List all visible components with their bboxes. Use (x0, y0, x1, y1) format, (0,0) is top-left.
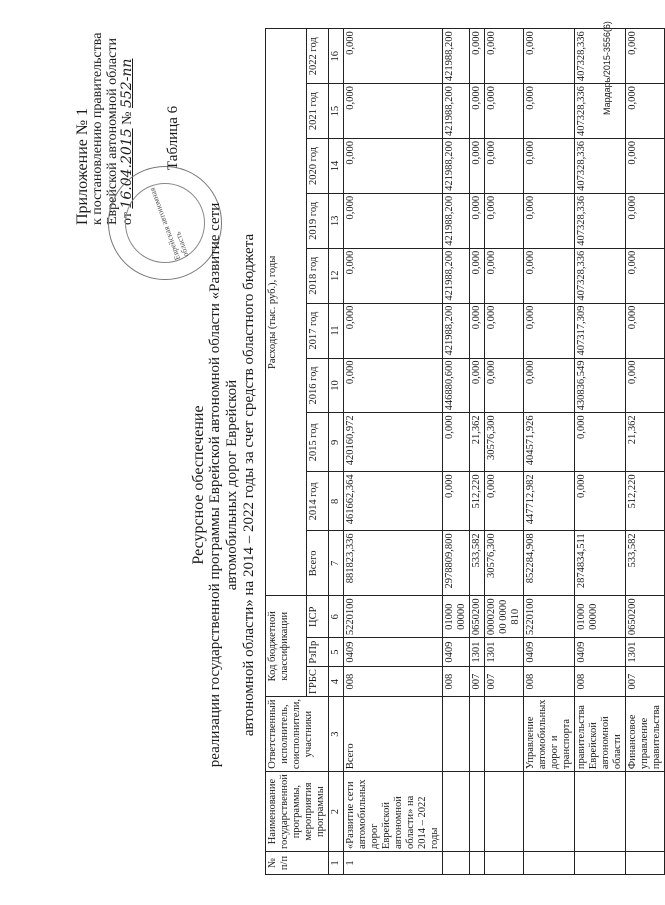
cell-year-value: 421988,200 (443, 139, 470, 194)
cell-total: 533,582 (470, 531, 485, 596)
cell-year-value: 0,000 (485, 84, 524, 139)
header-year: 2021 год (306, 84, 329, 139)
cell-year-value: 0,000 (344, 303, 443, 358)
cell-year-value: 0,000 (524, 139, 575, 194)
cell-total: 852284,908 (524, 531, 575, 596)
appendix-line2: Еврейской автономной области (105, 38, 120, 225)
header-name: Наименование государственной программы, мероприятия программы (266, 772, 329, 852)
header-year: 2022 год (306, 29, 329, 84)
cell-year-value: 0,000 (485, 139, 524, 194)
cell-year-value: 407317,309 (575, 303, 626, 358)
col-num: 4 (329, 667, 344, 697)
cell-csr: 0650200 (470, 596, 485, 638)
cell-year-value: 0,000 (626, 84, 665, 139)
cell-year-value: 446880,600 (443, 358, 470, 413)
cell-year-value: 0,000 (485, 193, 524, 248)
cell-year-value: 0,000 (344, 84, 443, 139)
cell-grbs: 007 (485, 667, 524, 697)
cell-grbs: 007 (470, 667, 485, 697)
cell-year-value: 0,000 (344, 248, 443, 303)
cell-year-value: 407328,336 (575, 139, 626, 194)
cell-total: 2874834,511 (575, 531, 626, 596)
cell-rzpr: 1301 (470, 638, 485, 667)
header-year: 2017 год (306, 303, 329, 358)
col-num: 14 (329, 139, 344, 194)
cell-rzpr: 0409 (524, 638, 575, 667)
resource-table (265, 28, 665, 875)
cell-name (524, 772, 575, 852)
cell-year-value: 407328,336 (575, 29, 626, 84)
cell-year-value: 0,000 (485, 303, 524, 358)
cell-no (485, 852, 524, 875)
cell-no (575, 852, 626, 875)
document-title (190, 185, 258, 785)
cell-year-value: 0,000 (626, 139, 665, 194)
cell-year-value: 30576,300 (485, 413, 524, 472)
appendix-title: Приложение № 1 (74, 107, 91, 225)
cell-name (443, 772, 470, 852)
cell-year-value: 0,000 (626, 303, 665, 358)
cell-total: 2978809,800 (443, 531, 470, 596)
cell-year-value: 430836,549 (575, 358, 626, 413)
number-value: 552-пп (119, 58, 135, 109)
cell-year-value: 0,000 (524, 248, 575, 303)
col-num: 12 (329, 248, 344, 303)
cell-year-value: 461662,364 (344, 472, 443, 531)
cell-year-value: 0,000 (485, 358, 524, 413)
table-row (575, 29, 626, 875)
table-row (344, 29, 443, 875)
title-line2: реализации государственной программы Еврейской автономной области «Развитие сети автомобильных дорог Еврейской (207, 202, 240, 768)
table-number: Таблица 6 (165, 105, 181, 170)
cell-year-value: 21,362 (470, 413, 485, 472)
cell-year-value: 407328,336 (575, 193, 626, 248)
cell-year-value: 0,000 (524, 29, 575, 84)
table-row (485, 29, 524, 875)
cell-year-value: 421988,200 (443, 29, 470, 84)
cell-resp (443, 697, 470, 772)
table-row (524, 29, 575, 875)
cell-year-value: 0,000 (344, 193, 443, 248)
cell-year-value: 421988,200 (443, 303, 470, 358)
col-num: 9 (329, 413, 344, 472)
cell-resp: Управление автомобильных дорог и транспорта (524, 697, 575, 772)
cell-year-value: 420160,972 (344, 413, 443, 472)
cell-year-value: 0,000 (626, 358, 665, 413)
cell-year-value: 421988,200 (443, 84, 470, 139)
cell-year-value: 0,000 (524, 303, 575, 358)
cell-year-value: 0,000 (443, 413, 470, 472)
col-num: 10 (329, 358, 344, 413)
header-year: 2016 год (306, 358, 329, 413)
cell-year-value: 0,000 (485, 29, 524, 84)
cell-csr: 01000 00000 (443, 596, 470, 638)
cell-grbs: 008 (443, 667, 470, 697)
cell-name (485, 772, 524, 852)
cell-name: «Развитие сети автомобильных дорог Еврейской автономной области» на 2014 – 2022 годы (344, 772, 443, 852)
cell-no (470, 852, 485, 875)
cell-rzpr: 0409 (344, 638, 443, 667)
cell-year-value: 0,000 (470, 193, 485, 248)
table-row (470, 29, 485, 875)
cell-year-value: 0,000 (443, 472, 470, 531)
cell-csr: 5220100 (524, 596, 575, 638)
cell-year-value: 0,000 (470, 248, 485, 303)
cell-year-value: 0,000 (626, 248, 665, 303)
cell-year-value: 447712,982 (524, 472, 575, 531)
header-year: 2018 год (306, 248, 329, 303)
cell-year-value: 0,000 (575, 472, 626, 531)
cell-year-value: 0,000 (344, 358, 443, 413)
header-no: № п/п (266, 852, 329, 875)
cell-year-value: 421988,200 (443, 193, 470, 248)
header-row-1 (266, 29, 307, 875)
cell-resp (485, 697, 524, 772)
cell-year-value: 404571,926 (524, 413, 575, 472)
col-num: 2 (329, 772, 344, 852)
cell-total: 881823,336 (344, 531, 443, 596)
header-year: 2015 год (306, 413, 329, 472)
col-num: 5 (329, 638, 344, 667)
cell-rzpr: 1301 (626, 638, 665, 667)
col-num: 16 (329, 29, 344, 84)
cell-year-value: 0,000 (524, 84, 575, 139)
col-num: 6 (329, 596, 344, 638)
cell-csr: 0650200 (626, 596, 665, 638)
date-prefix: от (120, 212, 135, 225)
cell-no (443, 852, 470, 875)
cell-rzpr: 1301 (485, 638, 524, 667)
cell-year-value: 0,000 (470, 29, 485, 84)
cell-name (470, 772, 485, 852)
header-year: 2019 год (306, 193, 329, 248)
cell-year-value: 407328,336 (575, 248, 626, 303)
cell-no (524, 852, 575, 875)
header-expenses: Расходы (тыс. руб.), годы (266, 29, 307, 596)
cell-year-value: 0,000 (575, 413, 626, 472)
cell-no (626, 852, 665, 875)
cell-rzpr: 0409 (443, 638, 470, 667)
cell-csr: 0000200 00 0000 810 (485, 596, 524, 638)
cell-year-value: 0,000 (470, 84, 485, 139)
number-prefix: № (120, 111, 135, 125)
cell-resp: Всего (344, 697, 443, 772)
cell-year-value: 0,000 (470, 358, 485, 413)
cell-grbs: 008 (344, 667, 443, 697)
col-num: 15 (329, 84, 344, 139)
cell-csr: 01000 00000 (575, 596, 626, 638)
cell-resp: правительства Еврейской автономной области (575, 697, 626, 772)
cell-year-value: 0,000 (344, 139, 443, 194)
header-year: 2014 год (306, 472, 329, 531)
cell-total: 533,582 (626, 531, 665, 596)
cell-year-value: 0,000 (470, 303, 485, 358)
cell-name (626, 772, 665, 852)
cell-resp: Финансовое управление правительства (626, 697, 665, 772)
cell-year-value: 0,000 (524, 358, 575, 413)
appendix-line1: к постановлению правительства (90, 32, 105, 225)
cell-year-value: 407328,336 (575, 84, 626, 139)
cell-resp (470, 697, 485, 772)
cell-year-value: 0,000 (485, 248, 524, 303)
cell-csr: 5220100 (344, 596, 443, 638)
table-body (344, 29, 665, 875)
cell-no: 1 (344, 852, 443, 875)
cell-year-value: 0,000 (626, 193, 665, 248)
table-row (443, 29, 470, 875)
col-num: 8 (329, 472, 344, 531)
cell-grbs: 008 (524, 667, 575, 697)
cell-grbs: 007 (626, 667, 665, 697)
header-budget-code: Код бюджетной классификации (266, 596, 307, 697)
footer-code: Мардарь/2015-3556(6) (602, 21, 612, 115)
col-num: 1 (329, 852, 344, 875)
col-num: 7 (329, 531, 344, 596)
header-total: Всего (306, 531, 329, 596)
cell-year-value: 512,220 (470, 472, 485, 531)
header-rzpr: РзПр (306, 638, 329, 667)
cell-total: 30576,300 (485, 531, 524, 596)
cell-year-value: 0,000 (344, 29, 443, 84)
table-row (626, 29, 665, 875)
cell-year-value: 0,000 (626, 29, 665, 84)
cell-rzpr: 0409 (575, 638, 626, 667)
header-grbs: ГРБС (306, 667, 329, 697)
cell-year-value: 21,362 (626, 413, 665, 472)
col-num: 11 (329, 303, 344, 358)
cell-year-value: 421988,200 (443, 248, 470, 303)
column-numbers-row (329, 29, 344, 875)
cell-year-value: 512,220 (626, 472, 665, 531)
header-year: 2020 год (306, 139, 329, 194)
header-resp: Ответственный исполнитель, соисполнители, участники (266, 697, 329, 772)
stamp-text: Еврейская автономная область (147, 186, 191, 262)
cell-year-value: 0,000 (485, 472, 524, 531)
title-line1: Ресурсное обеспечение (190, 405, 207, 565)
cell-year-value: 0,000 (470, 139, 485, 194)
header-csr: ЦСР (306, 596, 329, 638)
cell-year-value: 0,000 (524, 193, 575, 248)
col-num: 3 (329, 697, 344, 772)
cell-name (575, 772, 626, 852)
col-num: 13 (329, 193, 344, 248)
date-value: 16.04.2015 (119, 128, 135, 209)
cell-grbs: 008 (575, 667, 626, 697)
title-line3: автономной области» на 2014 – 2022 годы за счет средств областного бюджета (241, 233, 257, 737)
